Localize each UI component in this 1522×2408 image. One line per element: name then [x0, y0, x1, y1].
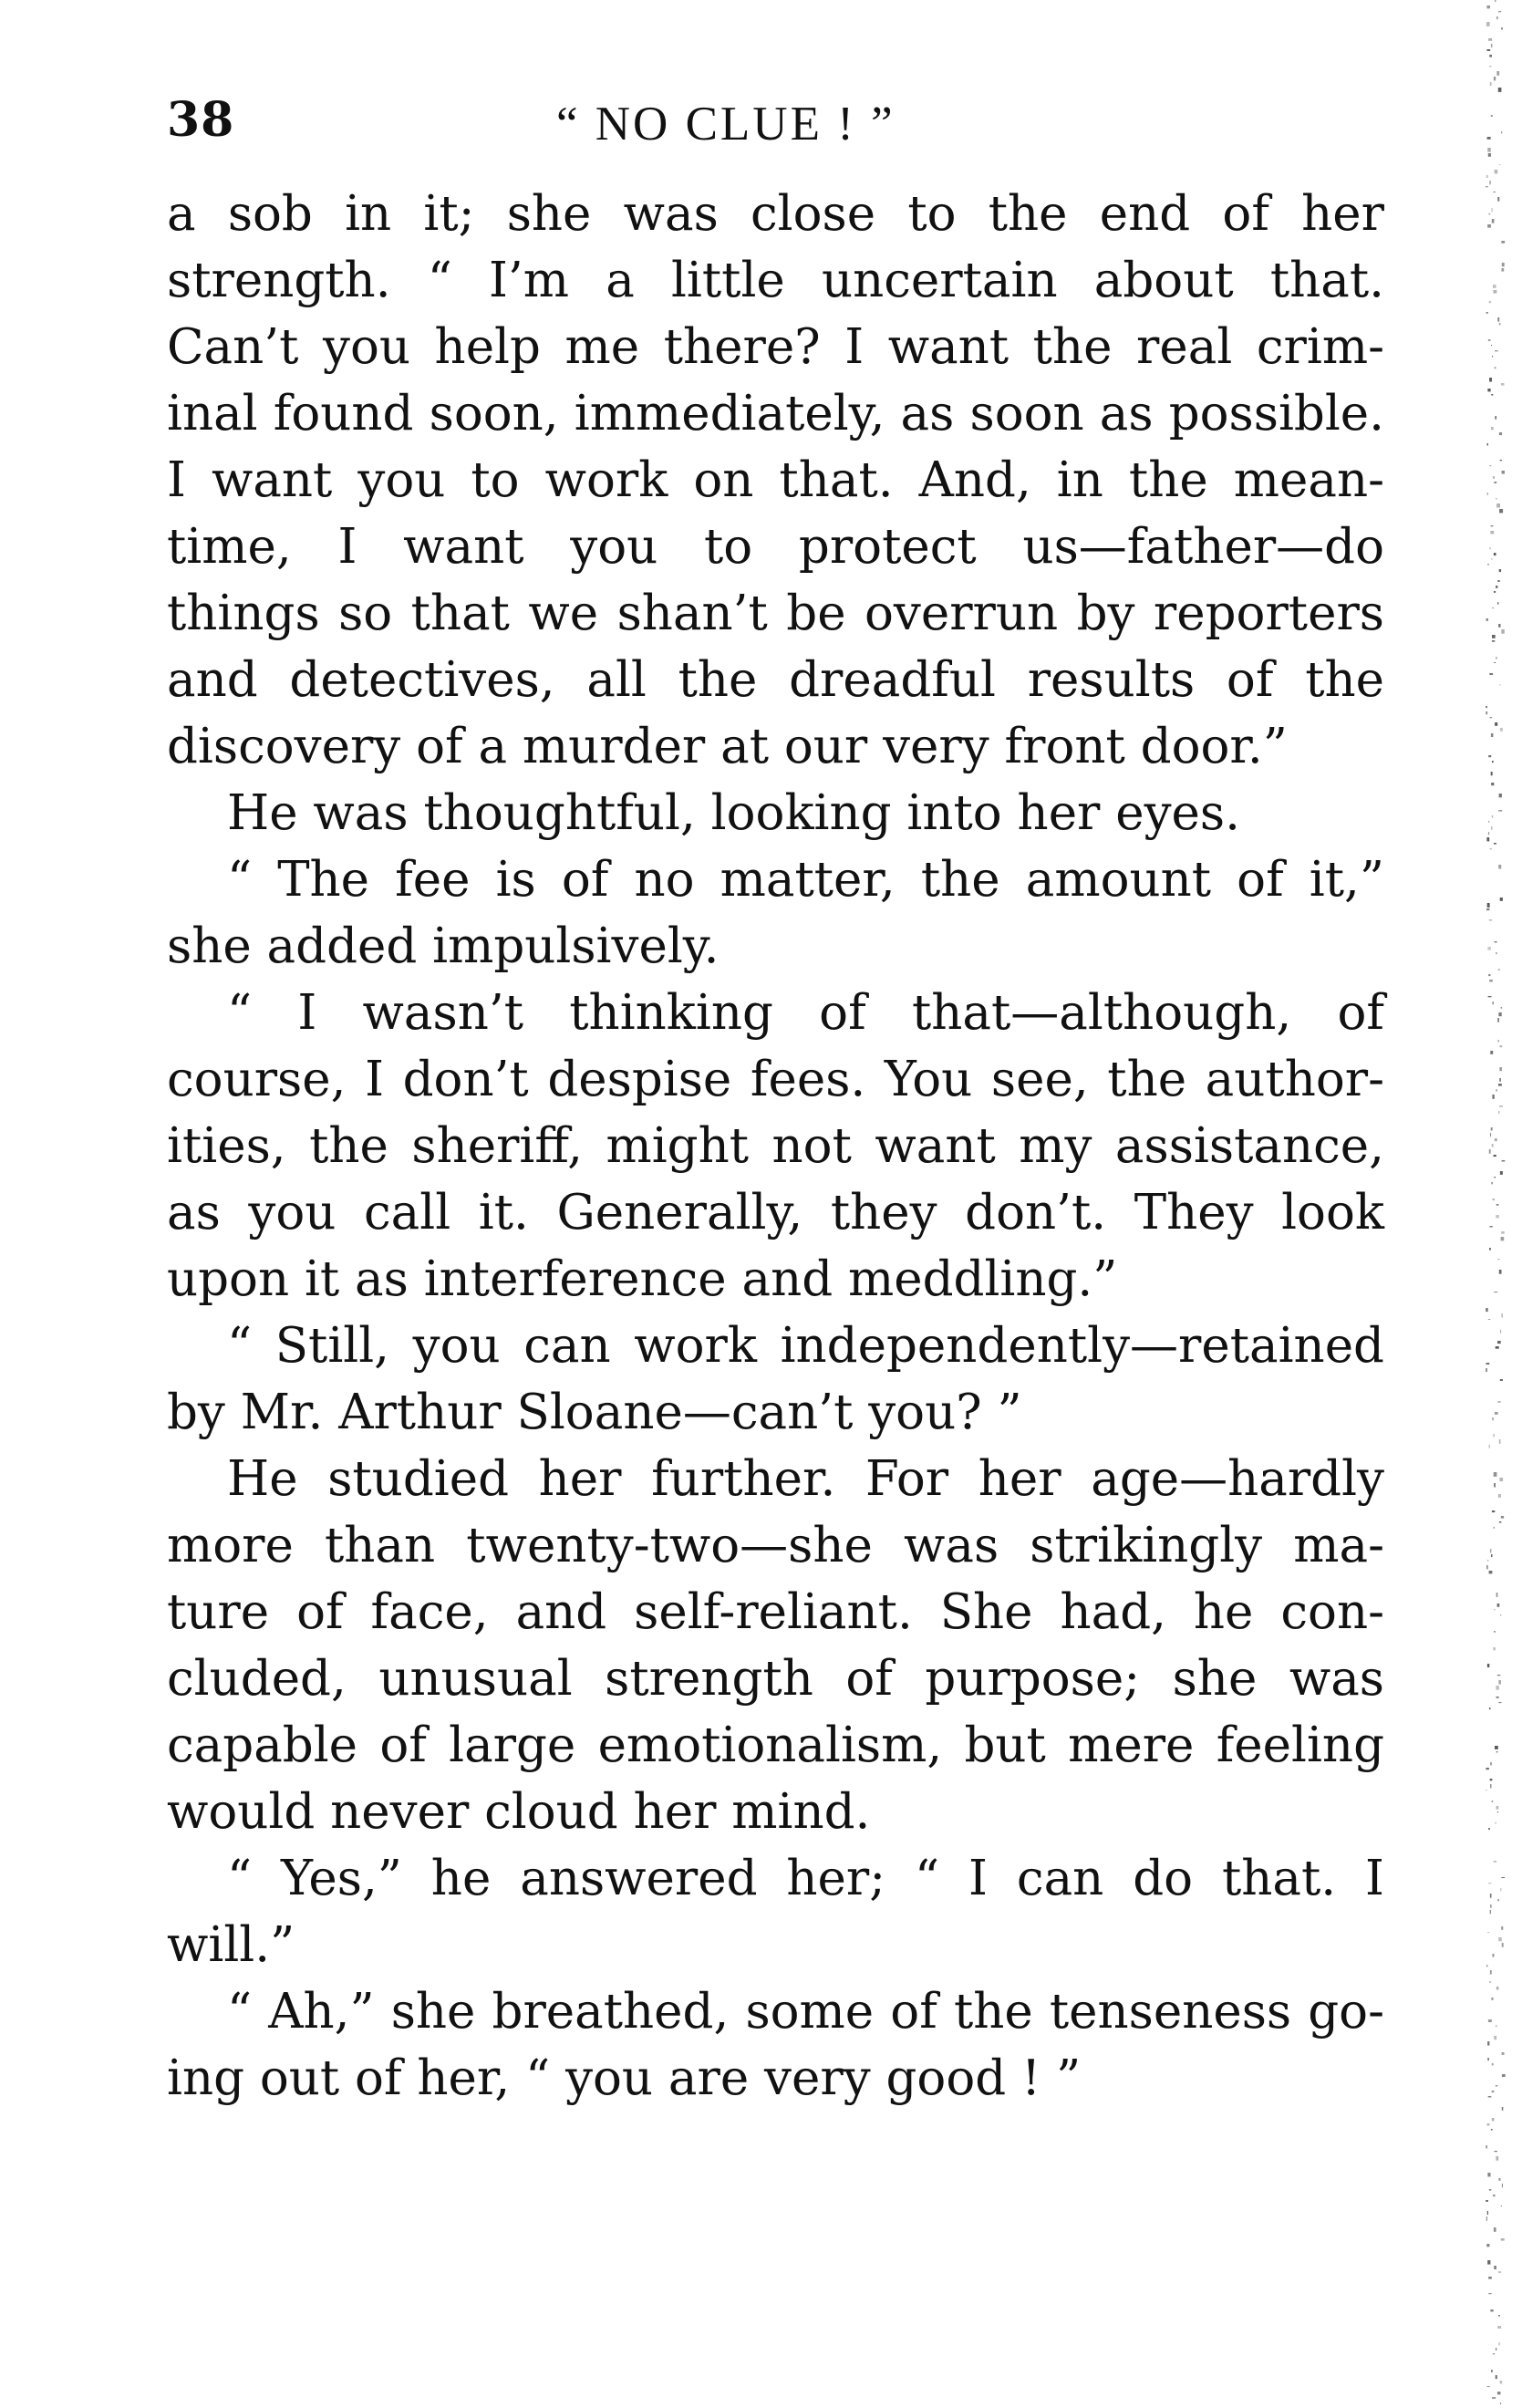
text-line: by Mr. Arthur Sloane—can’t you? ” [167, 1385, 1022, 1440]
text-line: upon it as interference and meddling.” [167, 1251, 1118, 1307]
text-line: Can’t you help me there? I want the real crim- [167, 319, 1384, 375]
text-line: “ The fee is of no matter, the amount of it,” [227, 852, 1384, 908]
text-line: ities, the sheriff, might not want my assistance, [167, 1118, 1384, 1174]
text-line: would never cloud her mind. [167, 1784, 871, 1840]
text-line: more than twenty-two—she was strikingly ma- [167, 1518, 1384, 1573]
text-line: as you call it. Generally, they don’t. They look [167, 1185, 1384, 1240]
text-line: time, I want you to protect us—father—do [167, 519, 1384, 575]
text-line: a sob in it; she was close to the end of her [167, 186, 1384, 242]
scan-edge-noise [1482, 0, 1509, 2408]
running-head-title: “ NO CLUE ! ” [556, 98, 896, 150]
text-line: ing out of her, “ you are very good ! ” [167, 2050, 1082, 2106]
text-line: “ Yes,” he answered her; “ I can do that. I [227, 1851, 1384, 1906]
text-line: He was thoughtful, looking into her eyes. [227, 785, 1240, 841]
text-line: cluded, unusual strength of purpose; she was [167, 1651, 1384, 1707]
text-line: capable of large emotionalism, but mere feeling [167, 1718, 1384, 1773]
body-text [167, 181, 1384, 2112]
text-line: “ Ah,” she breathed, some of the tenseness go- [227, 1984, 1384, 2040]
text-line: ture of face, and self-reliant. She had, he con- [167, 1584, 1384, 1640]
text-line: He studied her further. For her age—hardly [227, 1451, 1384, 1507]
text-line: “ Still, you can work independently—retained [227, 1318, 1384, 1374]
text-line: inal found soon, immediately, as soon as possible. [167, 386, 1384, 441]
text-line: “ I wasn’t thinking of that—although, of [227, 985, 1384, 1041]
text-line: discovery of a murder at our very front door.” [167, 719, 1288, 774]
page-number: 38 [167, 92, 235, 148]
text-line: I want you to work on that. And, in the mean- [167, 452, 1384, 508]
text-line: course, I don’t despise fees. You see, the author- [167, 1052, 1384, 1107]
text-line: she added impulsively. [167, 919, 720, 974]
text-line: things so that we shan’t be overrun by reporters [167, 586, 1384, 641]
text-line: will.” [167, 1917, 295, 1973]
text-line: strength. “ I’m a little uncertain about that. [167, 253, 1384, 308]
text-line: and detectives, all the dreadful results of the [167, 652, 1384, 708]
